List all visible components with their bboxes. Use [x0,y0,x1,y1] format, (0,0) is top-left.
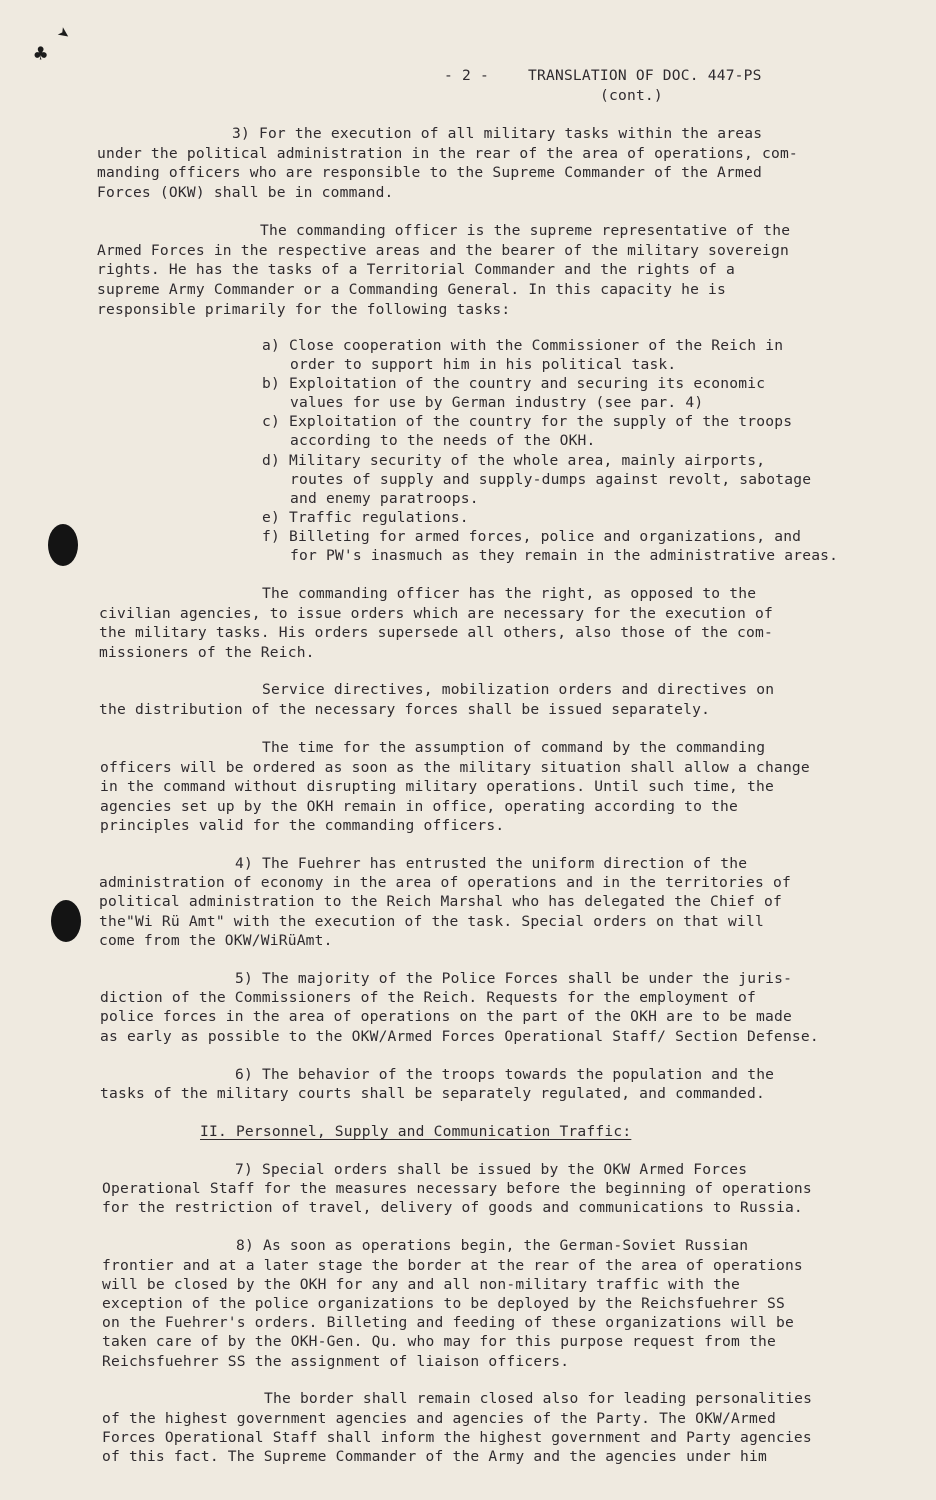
text-line: the distribution of the necessary forces shall be issued separately. [99,701,711,718]
list-item: order to support him in his political task. [290,356,677,373]
text-line: administration of economy in the area of operations and in the territories of [99,874,791,891]
text-line: rights. He has the tasks of a Territorial Commander and the rights of a [97,261,736,278]
text-line: under the political administration in the rear of the area of operations, com- [97,145,798,162]
text-line: police forces in the area of operations on the part of the OKH are to be made [100,1008,792,1025]
page-number: - 2 - [444,67,489,84]
text-line: will be closed by the OKH for any and all non-military traffic with the [102,1276,741,1293]
text-line: 5) The majority of the Police Forces shall be under the juris- [235,970,793,987]
text-line: The commanding officer is the supreme representative of the [260,222,791,239]
list-item: d) Military security of the whole area, mainly airports, [262,452,766,469]
text-line: 6) The behavior of the troops towards the population and the [235,1066,775,1083]
document-title: TRANSLATION OF DOC. 447-PS [528,67,762,84]
list-item: e) Traffic regulations. [262,509,469,526]
text-line: Service directives, mobilization orders and directives on [262,681,775,698]
text-line: exception of the police organizations to be deployed by the Reichsfuehrer SS [102,1295,785,1312]
list-item: f) Billeting for armed forces, police and organizations, and [262,528,802,545]
text-line: as early as possible to the OKW/Armed Forces Operational Staff/ Section Defense. [100,1028,819,1045]
text-line: agencies set up by the OKH remain in office, operating according to the [100,798,739,815]
text-line: Armed Forces in the respective areas and the bearer of the military sovereign [97,242,789,259]
punch-hole-upper [48,524,78,566]
text-line: Forces (OKW) shall be in command. [97,184,394,201]
text-line: of the highest government agencies and agencies of the Party. The OKW/Armed [102,1410,776,1427]
text-line: Operational Staff for the measures necessary before the beginning of operations [102,1180,812,1197]
list-item: values for use by German industry (see par. 4) [290,394,704,411]
list-item: for PW's inasmuch as they remain in the administrative areas. [290,547,839,564]
text-line: 7) Special orders shall be issued by the OKW Armed Forces [235,1161,748,1178]
text-line: come from the OKW/WiRüAmt. [99,932,333,949]
text-line: manding officers who are responsible to the Supreme Commander of the Armed [97,164,762,181]
list-item: routes of supply and supply-dumps against revolt, sabotage [290,471,812,488]
document-title-cont: (cont.) [600,87,663,104]
text-line: 4) The Fuehrer has entrusted the uniform direction of the [235,855,748,872]
text-line: of this fact. The Supreme Commander of the Army and the agencies under him [102,1448,767,1465]
list-item: a) Close cooperation with the Commissioner of the Reich in [262,337,784,354]
text-line: The commanding officer has the right, as opposed to the [262,585,757,602]
text-line: The time for the assumption of command by the commanding [262,739,766,756]
text-line: on the Fuehrer's orders. Billeting and feeding of these organizations will be [102,1314,794,1331]
text-line: Reichsfuehrer SS the assignment of liaison officers. [102,1353,570,1370]
text-line: missioners of the Reich. [99,644,315,661]
text-line: Forces Operational Staff shall inform the highest government and Party agencies [102,1429,812,1446]
text-line: the"Wi Rü Amt" with the execution of the task. Special orders on that will [99,913,764,930]
text-line: responsible primarily for the following tasks: [97,301,511,318]
punch-hole-lower [51,900,81,942]
text-line: in the command without disrupting military operations. Until such time, the [100,778,774,795]
text-line: civilian agencies, to issue orders which are necessary for the execution of [99,605,773,622]
text-line: the military tasks. His orders supersede all others, also those of the com- [99,624,773,641]
arrow-mark-icon: ➤ [52,20,76,48]
section-heading: II. Personnel, Supply and Communication Traffic: [200,1123,632,1140]
text-line: supreme Army Commander or a Commanding General. In this capacity he is [97,281,727,298]
list-item: b) Exploitation of the country and securing its economic [262,375,766,392]
text-line: taken care of by the OKH-Gen. Qu. who may for this purpose request from the [102,1333,776,1350]
text-line: diction of the Commissioners of the Reich. Requests for the employment of [100,989,756,1006]
text-line: officers will be ordered as soon as the military situation shall allow a change [100,759,810,776]
list-item: and enemy paratroops. [290,490,479,507]
text-line: 3) For the execution of all military tasks within the areas [232,125,763,142]
list-item: according to the needs of the OKH. [290,432,596,449]
text-line: tasks of the military courts shall be separately regulated, and commanded. [100,1085,765,1102]
text-line: for the restriction of travel, delivery of goods and communications to Russia. [102,1199,803,1216]
list-item: c) Exploitation of the country for the supply of the troops [262,413,793,430]
text-line: 8) As soon as operations begin, the German-Soviet Russian [236,1237,749,1254]
text-line: The border shall remain closed also for leading personalities [264,1390,813,1407]
ink-blot-icon: ♣ [34,42,48,67]
text-line: political administration to the Reich Marshal who has delegated the Chief of [99,893,782,910]
text-line: principles valid for the commanding officers. [100,817,505,834]
text-line: frontier and at a later stage the border at the rear of the area of operations [102,1257,803,1274]
